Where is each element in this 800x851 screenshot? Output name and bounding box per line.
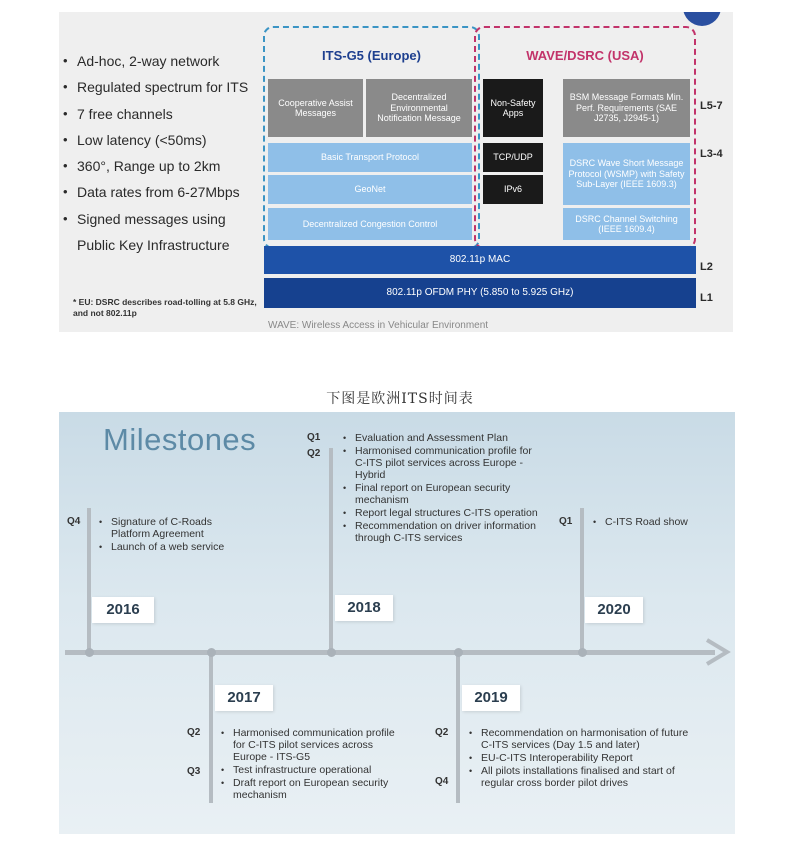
milestone-item: • All pilots installations finalised and start of regular cross border pilot drives [469,765,699,789]
year-badge-2020: 2020 [585,597,643,623]
milestone-item: • Harmonised communication profile for C-ITS pilot services across Europe - Hybrid [343,445,543,481]
node-2018 [327,648,336,657]
milestone-list-2019 [469,727,699,790]
milestone-item: • Test infrastructure operational [221,764,401,776]
eu-region-title: ITS-G5 (Europe) [322,48,421,63]
milestone-item: • EU-C-ITS Interoperability Report [469,752,699,764]
box-bsm-formats: BSM Message Formats Min. Perf. Requirements (SAE J2735, J2945-1) [563,79,690,137]
stem-2018 [329,448,333,650]
bullet-item: • Signed messages using [63,206,263,232]
node-2017 [207,648,216,657]
layer-label-l2: L2 [700,261,713,273]
box-tcp-udp: TCP/UDP [483,143,543,172]
node-2020 [578,648,587,657]
year-badge-2018: 2018 [335,595,393,621]
timeline-arrow-icon [703,637,733,667]
quarter-label: Q2 [187,727,201,738]
bullet-item: • Regulated spectrum for ITS [63,74,263,100]
quarter-label: Q2 [435,727,449,738]
footnote: * EU: DSRC describes road-tolling at 5.8 GHz, and not 802.11p [73,297,257,318]
box-80211p-mac: 802.11p MAC [264,246,696,274]
bullet-item: • Ad-hoc, 2-way network [63,48,263,74]
quarter-label: Q2 [307,448,321,459]
box-geonet: GeoNet [268,175,472,204]
box-80211p-phy: 802.11p OFDM PHY (5.850 to 5.925 GHz) [264,278,696,308]
layer-label-l1: L1 [700,292,713,304]
quarter-label: Q4 [67,516,81,527]
layer-label-l3-4: L3-4 [700,148,723,160]
milestone-list-2018 [343,432,543,545]
bullet-item: • Low latency (<50ms) [63,127,263,153]
node-2016 [85,648,94,657]
timeline-caption: 下图是欧洲ITS时间表 [326,391,474,407]
quarter-label: Q4 [435,776,449,787]
milestone-list-2020 [593,516,723,529]
bullet-item: • 7 free channels [63,101,263,127]
milestone-item: • Recommendation on harmonisation of future C-ITS services (Day 1.5 and later) [469,727,699,751]
us-region-title: WAVE/DSRC (USA) [526,48,644,63]
milestone-item: • Launch of a web service [99,541,249,553]
bullet-item-continued: Public Key Infrastructure [77,237,230,254]
bullet-item: • Data rates from 6-27Mbps [63,179,263,205]
milestone-list-2016 [99,516,249,554]
stem-2020 [580,508,584,650]
corner-logo [683,12,721,26]
box-ipv6: IPv6 [483,175,543,204]
milestone-item: • Final report on European security mechanism [343,482,543,506]
milestones-title: Milestones [103,422,257,457]
milestone-item: • Recommendation on driver information through C-ITS services [343,520,543,544]
stem-2016 [87,508,91,650]
box-basic-transport-protocol: Basic Transport Protocol [268,143,472,172]
stem-2019 [456,655,460,803]
timeline-axis [65,650,715,655]
box-denm: Decentralized Environmental Notification Message [366,79,472,137]
milestones-slide [59,412,735,834]
year-badge-2019: 2019 [462,685,520,711]
milestone-item: • Harmonised communication profile for C-ITS pilot services across Europe - ITS-G5 [221,727,401,763]
year-badge-2017: 2017 [215,685,273,711]
bullet-item: • 360°, Range up to 2km [63,153,263,179]
year-badge-2016: 2016 [92,597,154,623]
feature-bullet-list [63,48,263,258]
box-dsrc-channel-switching: DSRC Channel Switching (IEEE 1609.4) [563,208,690,240]
box-non-safety-apps: Non-Safety Apps [483,79,543,137]
milestone-item: • Draft report on European security mechanism [221,777,401,801]
wave-definition-caption: WAVE: Wireless Access in Vehicular Environment [268,320,489,331]
milestone-item: • Signature of C-Roads Platform Agreement [99,516,249,540]
milestone-item: • Evaluation and Assessment Plan [343,432,543,444]
milestone-item: • C-ITS Road show [593,516,723,528]
box-decentralized-congestion-control: Decentralized Congestion Control [268,208,472,240]
milestone-list-2017 [221,727,401,802]
quarter-label: Q1 [559,516,573,527]
quarter-label: Q3 [187,766,201,777]
stem-2017 [209,655,213,803]
box-wsmp: DSRC Wave Short Message Protocol (WSMP) with Safety Sub-Layer (IEEE 1609.3) [563,143,690,205]
its-architecture-slide [59,12,733,332]
milestone-item: • Report legal structures C-ITS operation [343,507,543,519]
node-2019 [454,648,463,657]
box-cooperative-assist: Cooperative Assist Messages [268,79,363,137]
quarter-label: Q1 [307,432,321,443]
layer-label-l5-7: L5-7 [700,100,723,112]
